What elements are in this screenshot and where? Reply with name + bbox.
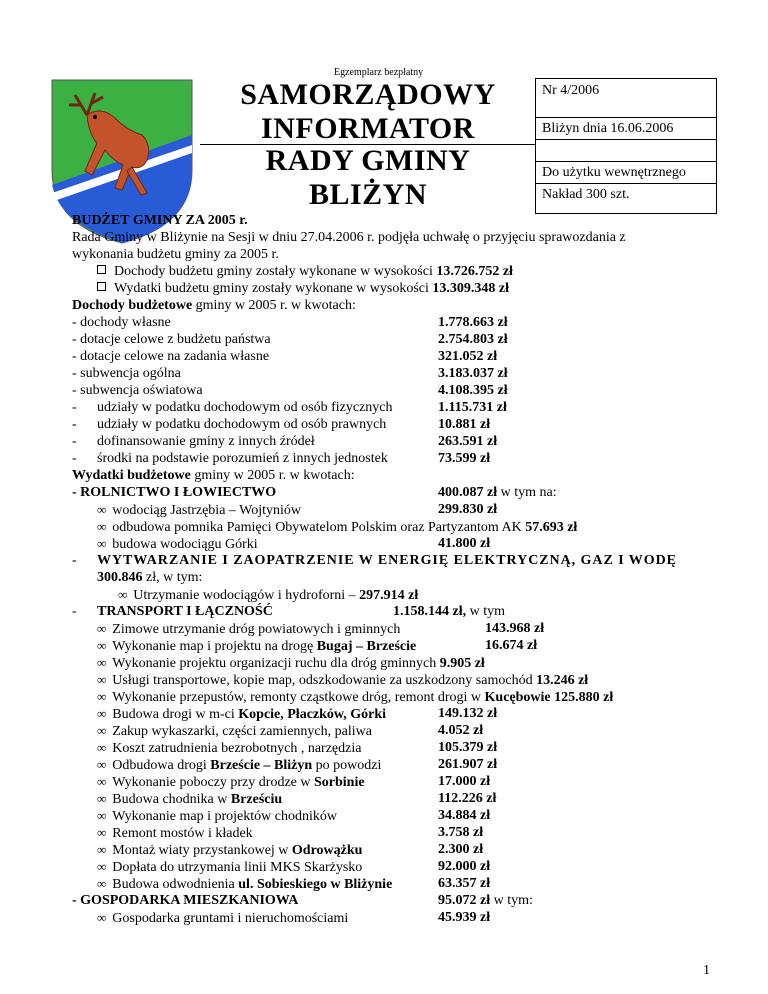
income-value: 10.881 zł [438, 417, 491, 432]
list-item: ∞ Budowa drogi w m-ci Kopcie, Płaczków, Górki [97, 706, 387, 722]
list-item-value: 149.132 zł [438, 706, 498, 721]
list-item: ∞ Wykonanie projektu organizacji ruchu dla dróg gminnych 9.905 zł [97, 655, 485, 671]
transport-value: 1.158.144 zł, w tym [393, 604, 505, 619]
income-label: - subwencja ogólna [72, 366, 181, 381]
list-item: ∞ Odbudowa drogi Brzeście – Bliżyn po powodzi [97, 757, 382, 773]
list-item: ∞ Dopłata do utrzymania linii MKS Skarżysko [97, 859, 363, 875]
internal-use-note: Do użytku wewnętrznego [542, 165, 686, 180]
free-copy-note: Egzemplarz bezpłatny [334, 67, 424, 78]
title-line-3: RADY GMINY [265, 144, 471, 177]
circulation-note: Nakład 300 szt. [542, 187, 630, 202]
list-item-value: 2.300 zł [438, 842, 484, 857]
list-item-value: 4.052 zł [438, 723, 484, 738]
section-heading: BUDŻET GMINY ZA 2005 r. [72, 213, 248, 228]
income-label: - dotacje celowe na zadania własne [72, 349, 270, 364]
income-dash: - [72, 417, 77, 432]
list-item: ∞ Wykonanie przepustów, remonty cząstkowe dróg, remont drogi w Kucębowie 125.880 zł [97, 689, 614, 705]
income-dash: - [72, 434, 77, 449]
list-item: ∞ Remont mostów i kładek [97, 825, 253, 841]
list-item-value: 112.226 zł [438, 791, 497, 806]
list-item-value: 105.379 zł [438, 740, 498, 755]
income-dash: - [72, 451, 77, 466]
list-item-value: 92.000 zł [438, 859, 491, 874]
list-item: ∞ wodociąg Jastrzębia – Wojtyniów [97, 502, 302, 518]
expense-heading: Wydatki budżetowe gminy w 2005 r. w kwotach: [72, 468, 355, 483]
income-summary: Dochody budżetu gminy zostały wykonane w wysokości 13.726.752 zł [97, 263, 513, 280]
checkbox-bullet-icon [97, 282, 106, 291]
transport-dash: - [72, 604, 77, 619]
list-item-value: 63.357 zł [438, 876, 491, 891]
energy-value: 300.846 zł, w tym: [97, 570, 203, 585]
list-item: ∞ Zakup wykaszarki, części zamiennych, paliwa [97, 723, 372, 739]
income-label: - dochody własne [72, 315, 171, 330]
income-value: 4.108.395 zł [438, 383, 508, 398]
income-label: udziały w podatku dochodowym od osób prawnych [97, 417, 387, 432]
income-value: 2.754.803 zł [438, 332, 508, 347]
title-line-1: SAMORZĄDOWY [240, 78, 496, 111]
list-item-value: 143.968 zł [485, 621, 545, 636]
issue-date: Bliżyn dnia 16.06.2006 [542, 121, 674, 136]
checkbox-bullet-icon [97, 265, 106, 274]
housing-label: - GOSPODARKA MIESZKANIOWA [72, 893, 299, 908]
energy-label: WYTWARZANIE I ZAOPATRZENIE W ENERGIĘ ELEKTRYCZNĄ, GAZ I WODĘ [97, 553, 677, 568]
list-item: ∞ Zimowe utrzymanie dróg powiatowych i gminnych [97, 621, 401, 637]
intro-line-1: Rada Gminy w Bliżynie na Sesji w dniu 27.04.2006 r. podjęła uchwałę o przyjęciu sprawozdania z [72, 230, 626, 245]
title-line-2: INFORMATOR [261, 112, 475, 145]
agri-value: 400.087 zł w tym na: [438, 485, 557, 500]
page-number: 1 [703, 963, 710, 978]
expense-summary: Wydatki budżetu gminy zostały wykonane w wysokości 13.309.348 zł [97, 280, 509, 297]
list-item: ∞ Budowa chodnika w Brześciu [97, 791, 283, 807]
title-line-4: BLIŻYN [308, 178, 428, 211]
agri-label: - ROLNICTWO I ŁOWIECTWO [72, 485, 277, 500]
income-label: - subwencja oświatowa [72, 383, 203, 398]
income-value: 3.183.037 zł [438, 366, 508, 381]
issue-info-box [535, 78, 717, 214]
energy-dash: - [72, 553, 77, 568]
income-value: 1.778.663 zł [438, 315, 508, 330]
list-item-value: 299.830 zł [438, 502, 498, 517]
list-item-value: 41.800 zł [438, 536, 491, 551]
list-item: ∞ Wykonanie map i projektów chodników [97, 808, 337, 824]
masthead-title [200, 78, 536, 210]
income-value: 321.052 zł [438, 349, 498, 364]
income-value: 73.599 zł [438, 451, 491, 466]
income-dash: - [72, 400, 77, 415]
list-item: ∞ Montaż wiaty przystankowej w Odrowążku [97, 842, 363, 858]
list-item-value: 34.884 zł [438, 808, 491, 823]
list-item: ∞ Koszt zatrudnienia bezrobotnych , narzędzia [97, 740, 362, 756]
income-label: środki na podstawie porozumień z innych jednostek [97, 451, 388, 466]
list-item: ∞ Usługi transportowe, kopie map, odszkodowanie za uszkodzony samochód 13.246 zł [97, 672, 589, 688]
list-item: ∞ Utrzymanie wodociągów i hydroforni – 297.914 zł [118, 587, 419, 603]
income-value: 1.115.731 zł [438, 400, 507, 415]
list-item: ∞ odbudowa pomnika Pamięci Obywatelom Polskim oraz Partyzantom AK 57.693 zł [97, 519, 578, 535]
list-item-value: 261.907 zł [438, 757, 498, 772]
list-item-value: 17.000 zł [438, 774, 491, 789]
list-item-value: 3.758 zł [438, 825, 484, 840]
issue-number: Nr 4/2006 [542, 83, 600, 98]
list-item: ∞ Wykonanie map i projektu na drogę Bugaj – Brzeście [97, 638, 417, 654]
intro-line-2: wykonania budżetu gminy za 2005 r. [72, 247, 279, 262]
income-label: udziały w podatku dochodowym od osób fizycznych [97, 400, 393, 415]
list-item: ∞ Budowa odwodnienia ul. Sobieskiego w Bliżynie [97, 876, 393, 892]
housing-value: 95.072 zł w tym: [438, 893, 533, 908]
list-item: ∞ Wykonanie poboczy przy drodze w Sorbinie [97, 774, 365, 790]
list-item: ∞ budowa wodociągu Górki [97, 536, 258, 552]
income-label: - dotacje celowe z budżetu państwa [72, 332, 271, 347]
list-item: ∞ Gospodarka gruntami i nieruchomościami [97, 910, 349, 926]
income-label: dofinansowanie gminy z innych źródeł [97, 434, 315, 449]
transport-label: TRANSPORT I ŁĄCZNOŚĆ [97, 604, 273, 619]
list-item-value: 16.674 zł [485, 638, 538, 653]
income-value: 263.591 zł [438, 434, 498, 449]
list-item-value: 45.939 zł [438, 910, 491, 925]
income-heading: Dochody budżetowe gminy w 2005 r. w kwotach: [72, 298, 356, 313]
